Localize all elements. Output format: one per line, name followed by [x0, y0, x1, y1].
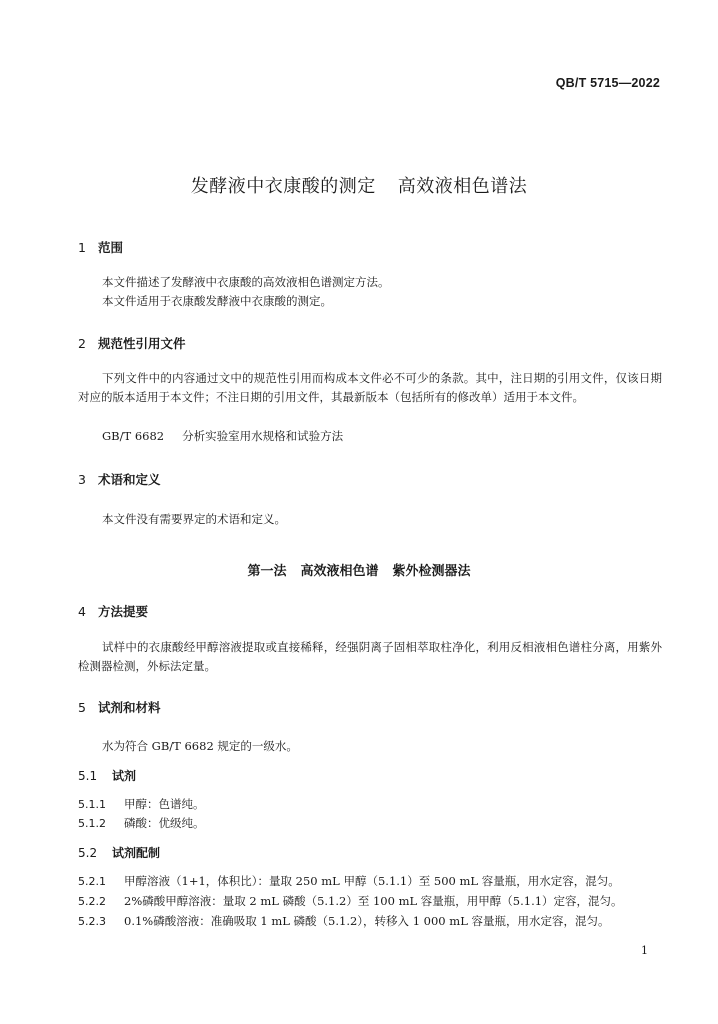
section-number: 3: [78, 472, 86, 487]
item-text: 甲醇溶液（1+1，体积比）：量取 250 mL 甲醇（5.1.1）至 500 mL 容量瓶，用水定容，混匀。: [124, 874, 620, 888]
section-title: 术语和定义: [98, 472, 161, 487]
section-title: 试剂和材料: [98, 700, 161, 715]
method-part-2: 高效液相色谱: [300, 564, 379, 579]
item-5-2-1: [78, 873, 668, 889]
item-text: 甲醇：色谱纯。: [124, 797, 205, 811]
normative-reference: [102, 428, 692, 444]
section-5-heading: [78, 698, 161, 716]
page-number: 1: [641, 944, 648, 957]
method-part-1: 第一法: [247, 564, 287, 579]
section-number: 4: [78, 604, 86, 619]
section-3-paragraph-1: 本文件没有需要界定的术语和定义。: [102, 512, 286, 526]
item-number: 5.2.3: [78, 915, 106, 928]
subsection-number: 5.2: [78, 846, 98, 860]
method-part-3: 紫外检测器法: [392, 564, 471, 579]
section-2-heading: [78, 334, 186, 352]
subsection-title: 试剂配制: [112, 846, 161, 860]
subsection-5-2-heading: [78, 844, 160, 861]
section-1-paragraph-2: 本文件适用于衣康酸发酵液中衣康酸的测定。: [102, 294, 332, 308]
item-text: 2%磷酸甲醇溶液：量取 2 mL 磷酸（5.1.2）至 100 mL 容量瓶，用甲醇（5.1.1）定容，混匀。: [124, 894, 623, 908]
title-part-2: 高效液相色谱法: [397, 176, 528, 197]
standard-code: QB/T 5715—2022: [555, 76, 660, 90]
item-5-2-3: [78, 913, 668, 929]
method-title: [0, 560, 718, 579]
section-number: 1: [78, 240, 86, 255]
subsection-5-1-heading: [78, 767, 136, 784]
item-text: 磷酸：优级纯。: [124, 816, 205, 830]
reference-code: GB/T 6682: [102, 429, 165, 443]
section-title: 方法提要: [98, 604, 149, 619]
section-1-heading: [78, 238, 123, 256]
title-part-1: 发酵液中衣康酸的测定: [190, 176, 376, 197]
section-2-paragraph-1: 下列文件中的内容通过文中的规范性引用而构成本文件必不可少的条款。其中，注日期的引用文件，仅该日期对应的版本适用于本文件；不注日期的引用文件，其最新版本（包括所有的修改单）适用于本文件。: [78, 371, 662, 404]
section-3-heading: [78, 470, 161, 488]
item-number: 5.2.1: [78, 875, 106, 888]
item-number: 5.1.2: [78, 817, 106, 830]
item-5-1-2: [78, 815, 668, 831]
section-5-paragraph-1: 水为符合 GB/T 6682 规定的一级水。: [102, 739, 298, 753]
section-4-paragraph-1: 试样中的衣康酸经甲醇溶液提取或直接稀释，经强阴离子固相萃取柱净化，利用反相液相色谱柱分离，用紫外检测器检测，外标法定量。: [78, 640, 662, 673]
subsection-number: 5.1: [78, 769, 98, 783]
item-number: 5.2.2: [78, 895, 106, 908]
item-number: 5.1.1: [78, 798, 106, 811]
section-number: 2: [78, 336, 86, 351]
section-title: 规范性引用文件: [98, 336, 186, 351]
subsection-title: 试剂: [112, 769, 137, 783]
reference-title: 分析实验室用水规格和试验方法: [182, 429, 344, 443]
item-5-1-1: [78, 796, 668, 812]
section-4-heading: [78, 602, 148, 620]
item-text: 0.1%磷酸溶液：准确吸取 1 mL 磷酸（5.1.2），转移入 1 000 mL 容量瓶，用水定容，混匀。: [124, 914, 610, 928]
item-5-2-2: [78, 893, 668, 909]
section-number: 5: [78, 700, 86, 715]
section-1-paragraph-1: 本文件描述了发酵液中衣康酸的高效液相色谱测定方法。: [102, 275, 390, 289]
document-title: [0, 172, 718, 198]
section-title: 范围: [98, 240, 124, 255]
